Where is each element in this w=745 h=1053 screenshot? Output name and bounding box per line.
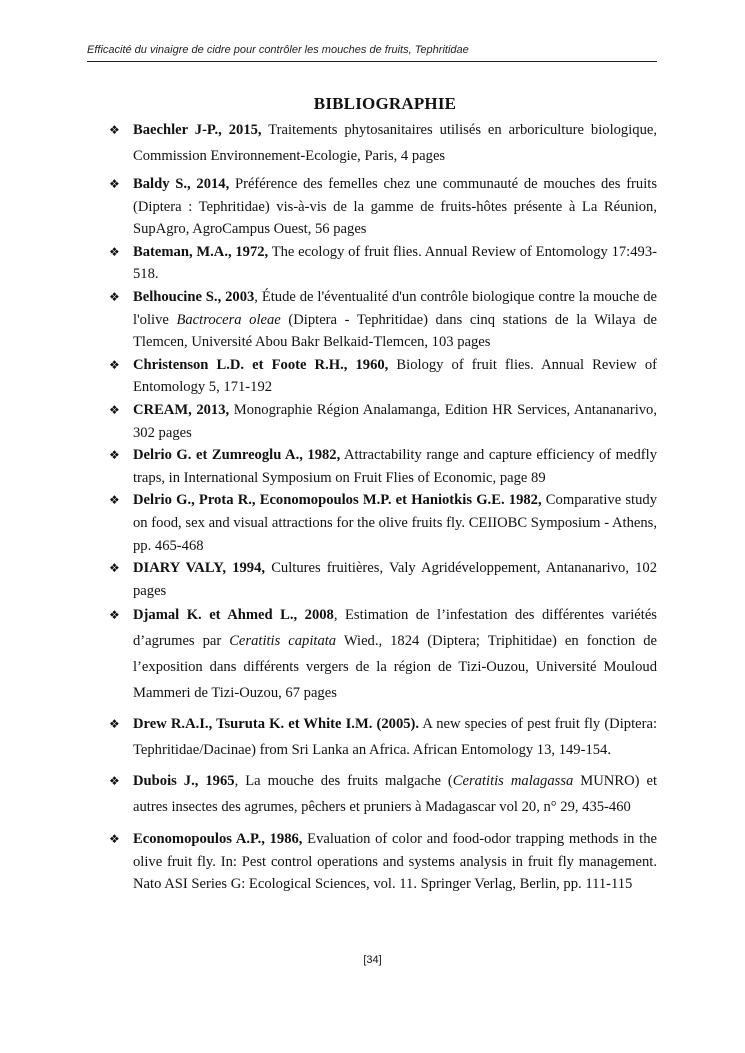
bibliography-list (109, 117, 657, 896)
entry-text: Wied., 1824 (Diptera; Triphitidae) en fonction de l’exposition dans différents vergers de la région de Tizi-Ouzou, Université Mouloud Mammeri de Tizi-Ouzou, 67 pages (133, 633, 658, 702)
entry-author: Drew R.A.I., Tsuruta K. et White I.M. (2005). (133, 716, 420, 733)
bibliography-entry (109, 489, 657, 557)
diamond-bullet-icon: ❖ (109, 177, 120, 191)
entry-text: The ecology of fruit flies. Annual Review of Entomology 17:493-518. (133, 243, 657, 283)
entry-text: (Diptera - Tephritidae) dans cinq stations de la Wilaya de Tlemcen, Université Abou Bakr Belkaid-Tlemcen, 103 pages (133, 311, 657, 351)
entry-author: Baechler J-P., 2015, (133, 122, 262, 138)
diamond-bullet-icon: ❖ (109, 448, 120, 463)
page-title: BIBLIOGRAPHIE (313, 94, 457, 113)
diamond-bullet-icon: ❖ (109, 493, 120, 508)
diamond-bullet-icon: ❖ (109, 402, 120, 417)
entry-author: Delrio G. et Zumreoglu A., 1982, (133, 447, 341, 464)
entry-text: Monographie Région Analamanga, Edition HR Services, Antananarivo, 302 pages (133, 401, 657, 441)
entry-text: Evaluation of color and food-odor trapping methods in the olive fruit fly. In: Pest control operations and systems analysis in fruit fly management. Nato ASI Series G: Ecological Sciences, vol. 11. Springer Verlag, Berlin, pp. 111-115 (133, 831, 657, 893)
bibliography-entry (109, 557, 657, 602)
entry-text: , Estimation de l’infestation des différentes variétés d’agrumes par (133, 607, 657, 650)
bibliography-entry (109, 354, 657, 399)
entry-author: Christenson L.D. et Foote R.H., 1960, (133, 356, 389, 373)
entry-author: Dubois J., 1965 (133, 773, 235, 790)
entry-text: Comparative study on food, sex and visual attractions for the olive fruits fly. CEIIOBC Symposium - Athens, pp. 465-468 (133, 492, 658, 554)
diamond-bullet-icon: ❖ (109, 717, 120, 732)
bibliography-entry (109, 444, 657, 489)
entry-author: Djamal K. et Ahmed L., 2008 (133, 607, 334, 624)
diamond-bullet-icon: ❖ (109, 608, 120, 623)
bibliography-entry (109, 117, 657, 169)
entry-author: Delrio G., Prota R., Economopoulos M.P. et Haniotkis G.E. 1982, (133, 492, 542, 509)
entry-author: CREAM, 2013, (133, 401, 230, 418)
diamond-bullet-icon: ❖ (109, 244, 120, 259)
species-name: Bactrocera oleae (176, 311, 281, 328)
bibliography-entry (109, 399, 657, 444)
diamond-bullet-icon: ❖ (109, 123, 120, 137)
entry-author: DIARY VALY, 1994, (133, 560, 266, 577)
diamond-bullet-icon: ❖ (109, 357, 120, 372)
diamond-bullet-icon: ❖ (109, 561, 120, 576)
entry-text: MUNRO) et autres insectes des agrumes, pêchers et pruniers à Madagascar vol 20, n° 29, 435-460 (133, 773, 657, 816)
bibliography-entry (109, 173, 657, 241)
entry-author: Belhoucine S., 2003 (133, 288, 255, 305)
species-name: Ceratitis malagassa (452, 773, 574, 790)
entry-text: A new species of pest fruit fly (Diptera: Tephritidae/Dacinae) from Sri Lanka an Africa. African Entomology 13, 149-154. (133, 716, 658, 759)
bibliography-entry (109, 602, 657, 706)
entry-author: Bateman, M.A., 1972, (133, 243, 269, 260)
entry-text: Traitements phytosanitaires utilisés en arboriculture biologique, Commission Environnement-Ecologie, Paris, 4 pages (133, 122, 657, 164)
bibliography-entry (109, 286, 657, 354)
entry-text: Cultures fruitières, Valy Agridéveloppement, Antananarivo, 102 pages (133, 560, 658, 599)
entry-text: , Étude de l'éventualité d'un contrôle biologique contre la mouche de l'olive (133, 288, 658, 328)
bibliography-entry (109, 768, 657, 820)
header-divider (87, 61, 657, 62)
bibliography-entry (109, 828, 657, 896)
species-name: Ceratitis capitata (229, 633, 337, 650)
entry-text: Préférence des femelles chez une communauté de mouches des fruits (Diptera : Tephritidae) vis-à-vis de la gamme de fruits-hôtes présente à La Réunion, SupAgro, AgroCampus Ouest, 56 pages (133, 176, 657, 238)
bibliography-entry (109, 711, 657, 763)
diamond-bullet-icon: ❖ (109, 774, 120, 789)
entry-author: Baldy S., 2014, (133, 176, 230, 192)
running-header: Efficacité du vinaigre de cidre pour contrôler les mouches de fruits, Tephritidae (87, 44, 469, 56)
entry-text: Biology of fruit flies. Annual Review of Entomology 5, 171-192 (133, 356, 657, 396)
page-number: [34] (363, 954, 382, 966)
entry-text: Attractability range and capture efficiency of medfly traps, in International Symposium on Fruit Flies of Economic, page 89 (133, 447, 657, 486)
entry-author: Economopoulos A.P., 1986, (133, 831, 303, 848)
diamond-bullet-icon: ❖ (109, 289, 120, 304)
diamond-bullet-icon: ❖ (109, 832, 120, 847)
bibliography-entry (109, 241, 657, 286)
entry-text: , La mouche des fruits malgache ( (234, 773, 453, 790)
